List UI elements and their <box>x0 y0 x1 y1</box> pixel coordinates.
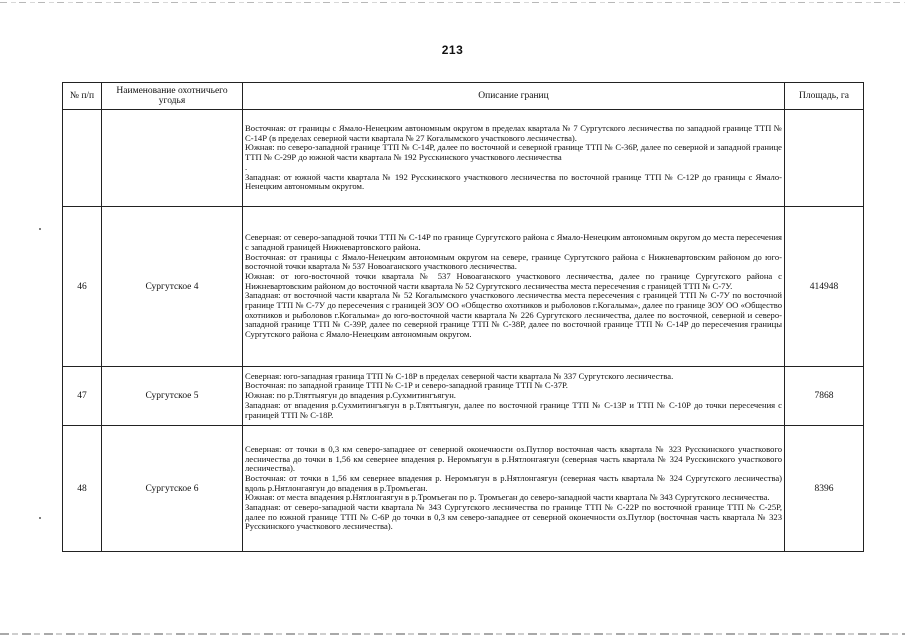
area-value <box>785 110 864 207</box>
boundary-line: Восточная: от точки в 1,56 км севернее впадения р. Неромъягун в р.Нятлонгаягун (северная часть квартала № 324 Сургутского лесничества) вдоль р.Нятлонгаягун до впадения в р.Тромъеган. <box>245 472 782 493</box>
scan-edge-bottom <box>0 633 905 635</box>
ground-name: Сургутское 4 <box>102 207 243 367</box>
table-row <box>63 367 864 426</box>
scan-edge-top <box>0 2 905 3</box>
boundary-description <box>243 110 785 207</box>
ground-name <box>102 110 243 207</box>
page-number: 213 <box>441 43 464 57</box>
row-number: 47 <box>63 367 102 426</box>
row-number: 46 <box>63 207 102 367</box>
boundary-description <box>243 426 785 552</box>
scan-speck <box>39 517 41 519</box>
boundary-line: Западная: от впадения р.Сухмитингъягун в р.Тляттыягун, далее по восточной границе ТТП № С-13Р и ТТП № С-10Р до точки пересечения с границей ТТП № С-18Р. <box>245 399 782 420</box>
boundary-line: Северная: от точки в 0,3 км северо-западнее от северной оконечности оз.Путлор восточная часть квартала № 323 Русскинского участкового лесничества до точки в 1,56 км севернее впадения р. Неромъягун в р.Нятлонгаягун (северная часть квартала № 324 Русскинского участкового лесничества). <box>245 443 782 474</box>
boundary-line: Западная: от южной части квартала № 192 Русскинского участкового лесничества по восточной границе ТТП № С-12Р до границы с Ямало-Ненецким автономным округом. <box>245 171 782 192</box>
header-ground-name: Наименование охотничьего угодья <box>102 83 243 110</box>
ground-name: Сургутское 5 <box>102 367 243 426</box>
table-row <box>63 426 864 552</box>
ground-name: Сургутское 6 <box>102 426 243 552</box>
boundary-line: Северная: юго-западная граница ТТП № С-18Р в пределах северной части квартала № 337 Сургутского лесничества. <box>245 370 674 381</box>
boundary-description <box>243 207 785 367</box>
table-header-row <box>63 83 864 110</box>
table-body <box>63 110 864 552</box>
scan-speck <box>39 228 41 230</box>
area-value: 7868 <box>785 367 864 426</box>
boundary-line: Западная: от восточной части квартала № 52 Когалымского участкового лесничества места пересечения с границей ТТП № С-7У по восточной границе ТТП № С-7У до пересечения с границей ЗОУ ОО «Общество охотников и рыболовов г.Когалыма», далее по границе ЗОУ ОО «Общество охотников и рыболовов г.Когалыма» до юго-восточной части квартала № 226 Сургутского лесничества, далее по восточной, северной и северо-западной границе ТТП № С-39Р, далее по северной границе ТТП № С-38Р, далее по восточной границе ТТП № С-14Р до пересечения границы Сургутского района с Ямало-Ненецким автономным округом. <box>245 290 782 340</box>
boundary-line: Западная: от северо-западной части квартала № 343 Сургутского лесничества по границе ТТП № С-22Р по восточной границе ТТП № С-25Р, далее по южной границе ТТП № С-6Р до точки в 0,3 км северо-западнее от северной оконечности оз.Путлор (восточная часть квартала № 323 Русскинского участкового лесничества). <box>245 502 782 532</box>
boundary-line: Восточная: от границы с Ямало-Ненецким автономным округом в пределах квартала № 7 Сургутского лесничества по западной границе ТТП № С-14Р (в пределах северной части квартала № 27 Когалымского участкового лесничества). <box>245 123 782 143</box>
table-row <box>63 110 864 207</box>
row-number <box>63 110 102 207</box>
boundary-line: Северная: от северо-западной точки ТТП № С-14Р по границе Сургутского района с Ямало-Ненецким автономным округом до места пересечения с западной границей Нижневартовского района. <box>245 232 782 252</box>
area-value: 414948 <box>785 207 864 367</box>
header-boundary-description: Описание границ <box>243 83 785 110</box>
boundary-line: Восточная: от границы с Ямало-Ненецким автономным округом на севере, границе Сургутского района с Нижневартовским районом до юго-восточной точки квартала № 537 Новоаганского участкового лесничества. <box>245 251 782 272</box>
hunting-grounds-table <box>62 82 864 552</box>
table-row <box>63 207 864 367</box>
header-number: № п/п <box>63 83 102 110</box>
area-value: 8396 <box>785 426 864 552</box>
boundary-description <box>243 367 785 426</box>
boundary-line: Южная: от юго-восточной точки квартала № 537 Новоаганского участкового лесничества, далее по границе Сургутского района с Нижневартовским районом до восточной части квартала № 52 Сургутского лесничества места пересечения с границей ТТП № С-7У. <box>245 270 782 291</box>
row-number: 48 <box>63 426 102 552</box>
boundary-line: Восточная: по западной границе ТТП № С-1Р и северо-западной границе ТТП № С-37Р. <box>245 380 568 391</box>
boundary-line: Южная: по северо-западной границе ТТП № С-14Р, далее по восточной и северной границе ТТП № С-36Р, далее по северной и западной границе ТТП № С-29Р до южной части квартала № 192 Русскинского участкового лесничества <box>245 142 782 163</box>
boundary-line: Южная: по р.Тляттыягун до впадения р.Сухмитингъягун. <box>245 390 456 401</box>
boundary-line: . <box>245 161 248 172</box>
boundary-line: Южная: от места впадения р.Нятлонгаягун в р.Тромъеган по р. Тромъеган до северо-западной части квартала № 343 Сургутского лесничества. <box>245 492 770 503</box>
header-area: Площадь, га <box>785 83 864 110</box>
